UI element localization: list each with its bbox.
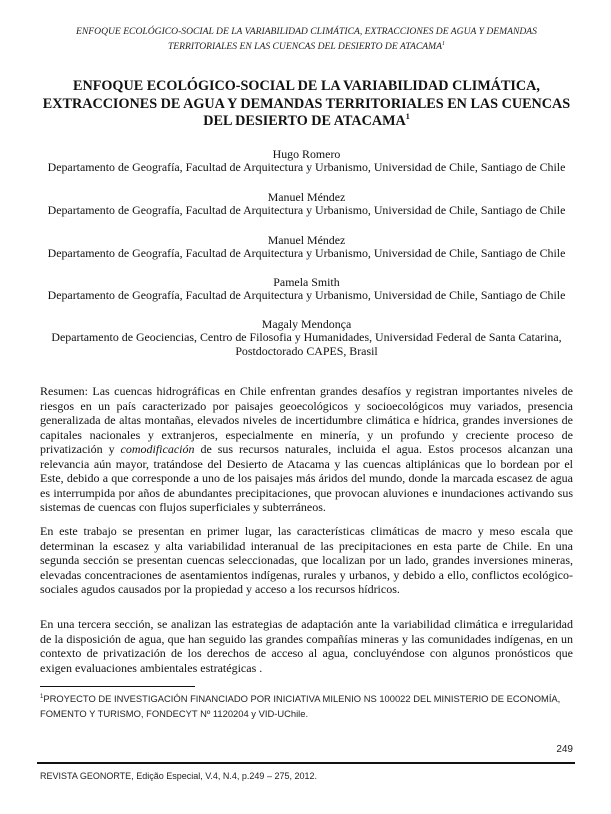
footnote-line1 <box>40 692 573 707</box>
author-block <box>20 234 593 261</box>
running-header-line2-text: TERRITORIALES EN LAS CUENCAS DEL DESIERTO DE ATACAMA <box>167 41 443 53</box>
paper-title <box>36 78 577 131</box>
author-block <box>20 148 593 175</box>
author-affiliation: Departamento de Geografía, Facultad de Arquitectura y Urbanismo, Universidad de Chile, Santiago de Chile <box>47 246 566 261</box>
author-affiliation: Departamento de Geografía, Facultad de Arquitectura y Urbanismo, Universidad de Chile, Santiago de Chile <box>47 160 566 175</box>
footnote-line2: FOMENTO Y TURISMO, FONDECYT Nº 1120204 y VID-UChile. <box>40 707 309 719</box>
footnote-text: PROYECTO DE INVESTIGACIÓN FINANCIADO POR INICIATIVA MILENIO NS 100022 DEL MINISTERIO DE ECONOMÍA, <box>43 693 561 704</box>
author-name: Hugo Romero <box>272 147 341 161</box>
author-name: Magaly Mendonça <box>261 317 352 331</box>
author-name: Manuel Méndez <box>267 233 346 247</box>
footnote-mark: 1 <box>40 694 44 700</box>
running-header-footnote-mark: 1 <box>442 41 446 47</box>
author-block <box>20 191 593 218</box>
footer-citation: REVISTA GEONORTE, Edição Especial, V.4, N.4, p.249 – 275, 2012. <box>40 771 317 781</box>
abstract-text: de sus recursos naturales, incluida el agua. Estos procesos alcanzan una relevancia aún mayor, tratándose del Desierto de Atacama y las cuencas altiplánicas que lo bordean por el Este, debido a que corresponde a uno de los paisajes más áridos del mundo, donde la marcada escasez de agua es interrumpida por años de abundantes precipitaciones, que provocan aluviones e inundaciones activando sus sistemas de cuencas con flujos superficiales y subterráneos. <box>40 442 574 514</box>
abstract-italic-term: comodificación <box>120 442 195 456</box>
footer-rule <box>37 762 575 764</box>
running-header-line1: ENFOQUE ECOLÓGICO-SOCIAL DE LA VARIABILIDAD CLIMÁTICA, EXTRACCIONES DE AGUA Y DEMANDAS <box>76 26 537 37</box>
page-number: 249 <box>556 744 573 755</box>
running-header-line2 <box>40 38 573 53</box>
abstract-paragraph-1 <box>40 384 573 515</box>
abstract-text: Resumen: Las cuencas hidrográficas en Chile enfrentan grandes desafíos y registran importantes niveles de riesgos en un país caracterizado por paisajes geoecológicos y socioecológicos muy variados, presencia generalizada de altas montañas, elevados niveles de incertidumbre climática e hídrica, grandes inversiones de capitales nacionales y extranjeros, especialmente en minería, y un profundo y creciente proceso de privatización y <box>40 384 573 456</box>
title-footnote-mark: 1 <box>405 112 410 122</box>
author-affiliation: Departamento de Geografía, Facultad de Arquitectura y Urbanismo, Universidad de Chile, Santiago de Chile <box>47 203 566 218</box>
abstract-paragraph-3 <box>40 617 573 675</box>
author-affiliation: Departamento de Geografía, Facultad de Arquitectura y Urbanismo, Universidad de Chile, Santiago de Chile <box>47 288 566 303</box>
author-name: Manuel Méndez <box>267 190 346 204</box>
abstract-paragraph-2 <box>40 524 573 597</box>
footnote-separator <box>40 686 195 687</box>
running-header <box>40 26 573 53</box>
abstract-text: En una tercera sección, se analizan las estrategias de adaptación ante la variabilidad climática e irregularidad de la disposición de agua, que han seguido las grandes compañías mineras y las comunidades indígenas, en un contexto de privatización de los derechos de acceso al agua, concluyéndose con algunos pronósticos que exigen evaluaciones ambientales estratégicas . <box>40 617 573 675</box>
paper-title-text: ENFOQUE ECOLÓGICO-SOCIAL DE LA VARIABILIDAD CLIMÁTICA, EXTRACCIONES DE AGUA Y DEMANDAS TERRITORIALES EN LAS CUENCAS DEL DESIERTO DE ATACAMA <box>42 78 571 130</box>
author-block <box>20 318 593 358</box>
author-name: Pamela Smith <box>273 275 340 289</box>
author-affiliation: Departamento de Geociencias, Centro de Filosofia y Humanidades, Universidad Federal de Santa Catarina, <box>51 330 562 345</box>
author-block <box>20 276 593 303</box>
footnote <box>40 692 573 721</box>
abstract-text: En este trabajo se presentan en primer lugar, las características climáticas de macro y meso escala que determinan la escasez y alta variabilidad interanual de las precipitaciones en esta parte de Chile. En una segunda sección se presentan cuencas seleccionadas, que localizan por un lado, grandes inversiones mineras, elevadas concentraciones de asentamientos indígenas, rurales y urbanos, y debido a ello, conflictos ecológico-sociales agudos causados por la propiedad y acceso a los recursos hídricos. <box>40 524 573 596</box>
author-affiliation-line2: Postdoctorado CAPES, Brasil <box>235 343 378 358</box>
